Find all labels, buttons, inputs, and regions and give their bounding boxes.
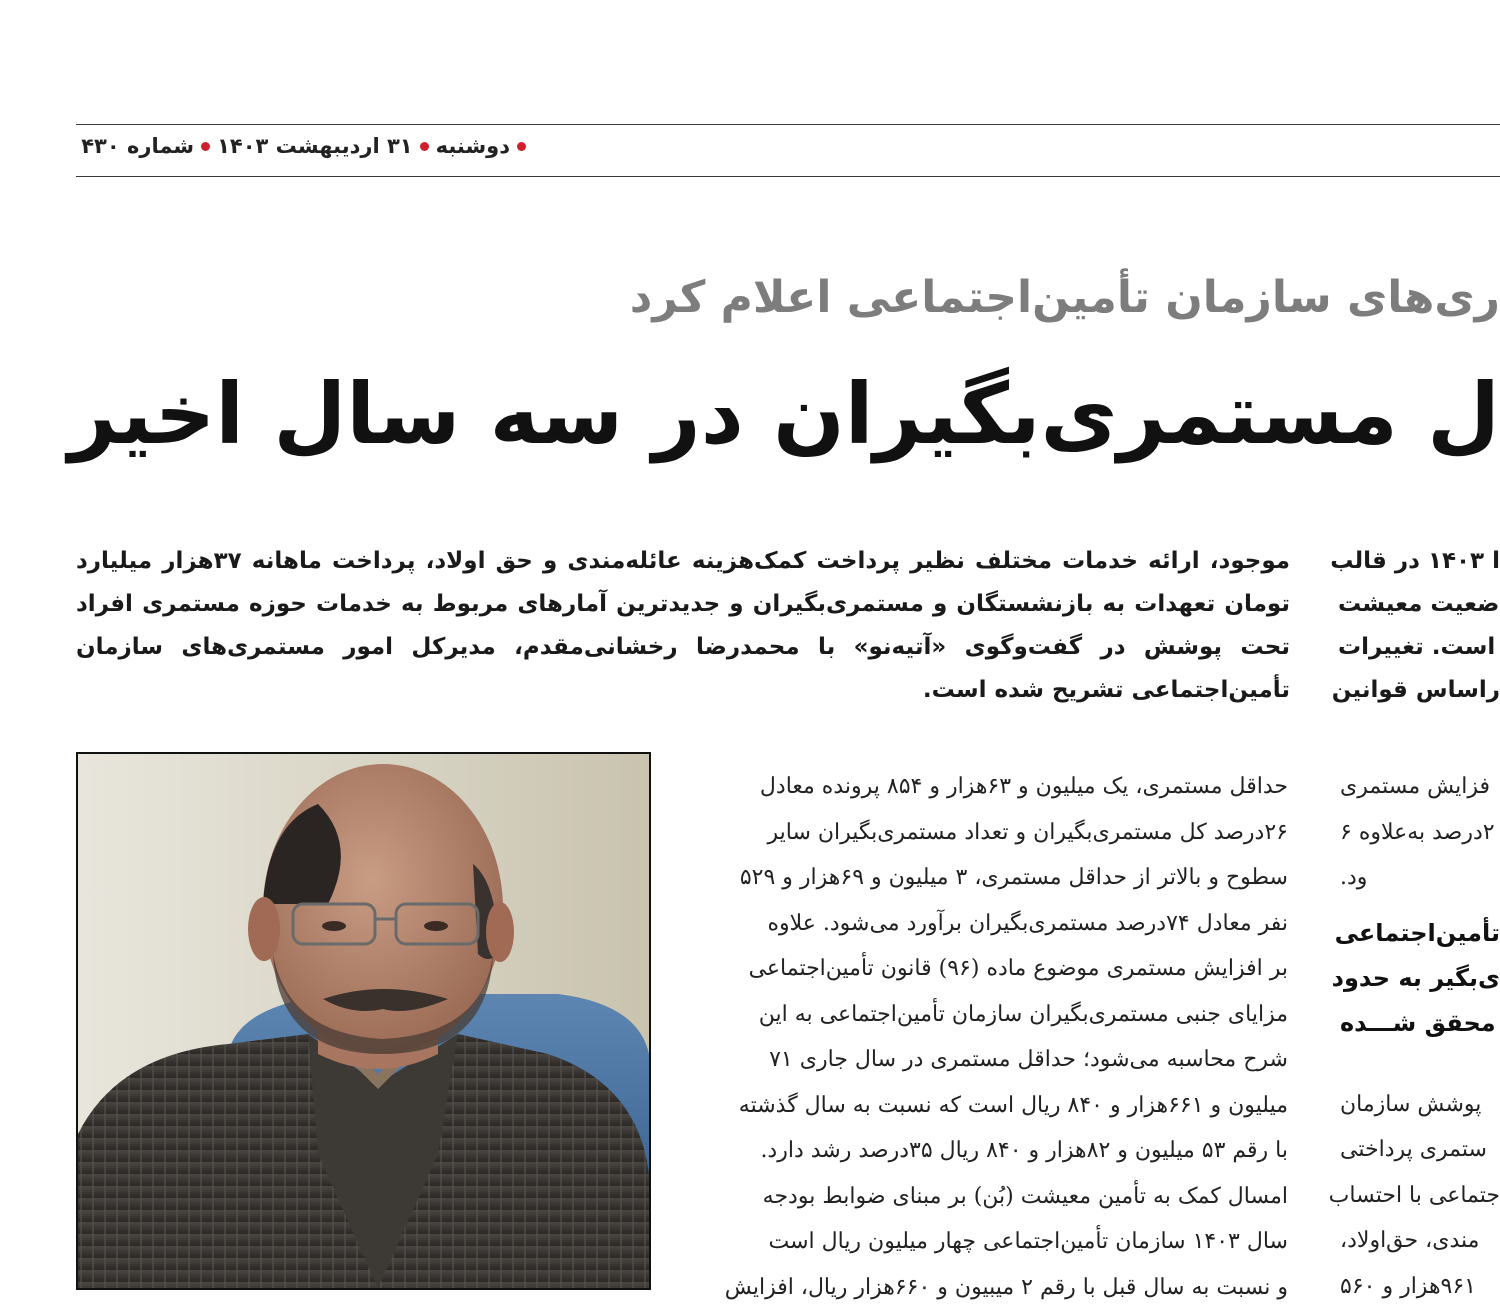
lead-side-line: ضعیت معیشت — [1338, 583, 1500, 626]
bottom-rule — [76, 176, 1500, 177]
lead-side-line: ا ۱۴۰۳ در قالب — [1338, 540, 1500, 583]
side-line: فزایش مستمری — [1340, 764, 1500, 810]
article-kicker: ری‌های سازمان تأمین‌اجتماعی اعلام کرد — [0, 272, 1500, 323]
dateline-bullet-icon — [517, 142, 526, 151]
dateline-weekday: دوشنبه — [436, 134, 510, 158]
body-line: بر افزایش مستمری موضوع ماده (۹۶) قانون تأمین‌اجتماعی — [708, 946, 1288, 992]
side-line: ۹۶۱هزار و ۵۶۰ — [1340, 1264, 1500, 1310]
body-line: مزایای جنبی مستمری‌بگیران سازمان تأمین‌اجتماعی به این — [708, 992, 1288, 1038]
body-line: ۲۶درصد کل مستمری‌بگیران و تعداد مستمری‌بگیران سایر — [708, 810, 1288, 856]
side-column — [1340, 764, 1500, 1309]
dateline-date: ۳۱ اردیبهشت ۱۴۰۳ — [217, 134, 413, 158]
lead-side-line: است. تغییرات — [1338, 626, 1500, 669]
body-line: سطوح و بالاتر از حداقل مستمری، ۳ میلیون و ۶۹هزار و ۵۲۹ — [708, 855, 1288, 901]
article-lead: موجود، ارائه خدمات مختلف نظیر پرداخت کمک‌هزینه عائله‌مندی و حق اولاد، پرداخت ماهانه ۳۷هزار میلیارد تومان تعهدات به بازنشستگان و مستمری‌بگیران و جدیدترین آمارهای مربوط به خدمات حوزه مستمری افراد تحت پوشش در گفت‌وگوی «آتیه‌نو» با محمدرضا رخشانی‌مقدم، مدیرکل امور مستمری‌های سازمان تأمین‌اجتماعی تشریح شده است. — [76, 540, 1290, 712]
body-line: میلیون و ۶۶۱هزار و ۸۴۰ ریال است که نسبت به سال گذشته — [708, 1083, 1288, 1129]
article-headline: ل مستمری‌بگیران در سه سال اخیر — [312, 368, 1500, 460]
dateline — [76, 134, 526, 158]
side-line: جتماعی با احتساب — [1340, 1173, 1500, 1219]
lead-side-line: راساس قوانین — [1338, 669, 1500, 712]
side-line: ۲درصد به‌علاوه ۶ — [1340, 810, 1500, 856]
side-line: ود. — [1340, 855, 1500, 901]
body-line: نفر معادل ۷۴درصد مستمری‌بگیران برآورد می‌شود. علاوه — [708, 901, 1288, 947]
body-line: امسال کمک به تأمین معیشت (بُن) بر مبنای ضوابط بودجه — [708, 1174, 1288, 1220]
dateline-issue: شماره ۴۳۰ — [81, 134, 194, 158]
pullquote-line: محقق شـــده — [1340, 1001, 1500, 1046]
article-photo — [76, 752, 651, 1290]
side-line: مندی، حق‌اولاد، — [1340, 1218, 1500, 1264]
side-line: پوشش سازمان — [1340, 1082, 1500, 1128]
body-line: حداقل مستمری، یک میلیون و ۶۳هزار و ۸۵۴ پرونده معادل — [708, 764, 1288, 810]
pullquote-line: تأمین‌اجتماعی — [1340, 911, 1500, 956]
body-line: سال ۱۴۰۳ سازمان تأمین‌اجتماعی چهار میلیون ریال است — [708, 1219, 1288, 1265]
portrait-image — [78, 754, 649, 1288]
lead-side-column — [1338, 540, 1500, 712]
top-rule — [76, 124, 1500, 125]
dateline-bullet-icon — [201, 142, 210, 151]
body-line: شرح محاسبه می‌شود؛ حداقل مستمری در سال جاری ۷۱ — [708, 1037, 1288, 1083]
body-line: با رقم ۵۳ میلیون و ۸۲هزار و ۸۴۰ ریال ۳۵درصد رشد دارد. — [708, 1128, 1288, 1174]
body-line: و نسبت به سال قبل با رقم ۲ میبیون و ۶۶۰هزار ریال، افزایش — [708, 1265, 1288, 1310]
article-body-column — [708, 764, 1288, 1310]
pullquote-line: ی‌بگیر به حدود — [1340, 956, 1500, 1001]
side-line: ستمری پرداختی — [1340, 1127, 1500, 1173]
dateline-bullet-icon — [420, 142, 429, 151]
